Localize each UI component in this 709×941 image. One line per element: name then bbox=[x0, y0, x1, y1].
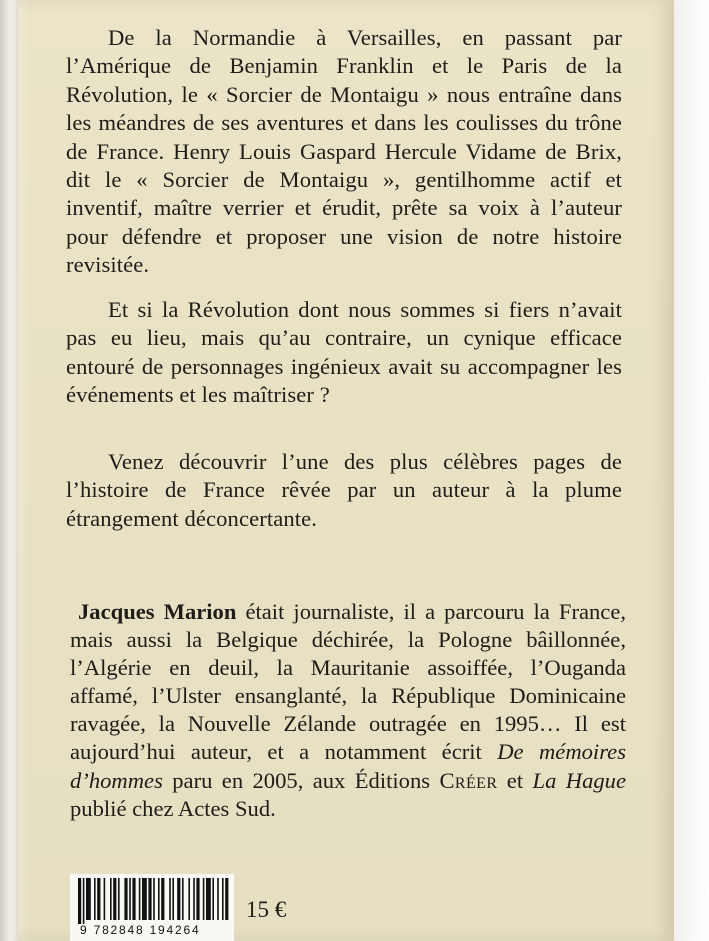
book-title: De mémoires d’hommes bbox=[70, 739, 626, 793]
barcode-number: 9 782848 194264 bbox=[80, 923, 201, 937]
barcode-bar bbox=[177, 878, 180, 920]
barcode-bar bbox=[196, 878, 199, 920]
barcode-bar bbox=[129, 878, 131, 920]
blurb-paragraph-3: Venez découvrir l’une des plus célèbres pages de l’histoire de France rêvée par un auteur à la plume étrangement déconcertante. bbox=[66, 449, 622, 531]
barcode-bar bbox=[217, 878, 219, 920]
barcode-bar bbox=[139, 878, 141, 920]
barcode-bar bbox=[94, 878, 96, 920]
barcode-bar bbox=[172, 878, 174, 920]
bio-text: publié chez Actes Sud. bbox=[70, 795, 276, 821]
barcode-bar bbox=[225, 878, 228, 920]
barcode-bar bbox=[212, 878, 214, 920]
author-bio bbox=[70, 598, 626, 823]
barcode-bar bbox=[97, 878, 100, 920]
barcode-bar bbox=[206, 878, 211, 920]
blurb-paragraph-1: De la Normandie à Versailles, en passant par l’Amérique de Benjamin Franklin et le Paris de la Révolution, le « Sorcier de Montaigu » nous entraîne dans les méandres de ses aventures et dans les coulisses du trône de France. Henry Louis Gaspard Hercule Vidame de Brix, dit le « Sorcier de Montaigu », gentilhomme actif et inventif, maître verrier et érudit, prête sa voix à l’auteur pour défendre et proposer une vision de notre histoire revisitée. bbox=[66, 25, 622, 278]
barcode-bar bbox=[86, 878, 91, 920]
barcode-bar bbox=[153, 878, 155, 920]
barcode-bars bbox=[70, 874, 234, 924]
barcode-bar bbox=[222, 878, 224, 920]
barcode-bar bbox=[118, 878, 120, 920]
book-title: La Hague bbox=[532, 767, 627, 793]
barcode-bar bbox=[182, 878, 184, 920]
barcode-bar bbox=[78, 878, 81, 924]
barcode-bar bbox=[132, 878, 135, 920]
blurb-paragraph-2: Et si la Révolution dont nous sommes si fiers n’avait pas eu lieu, mais qu’au contraire, un cynique efficace entouré de personnages ingénieux avait su accompagner les événements et les maîtriser ? bbox=[66, 297, 622, 408]
isbn-barcode bbox=[70, 874, 234, 941]
barcode-bar bbox=[158, 878, 160, 920]
barcode-bar bbox=[104, 878, 106, 920]
barcode-bar bbox=[188, 878, 190, 920]
barcode-bar bbox=[169, 878, 171, 920]
barcode-bar bbox=[124, 878, 127, 920]
book-back-cover bbox=[18, 0, 674, 941]
barcode-bar bbox=[203, 878, 205, 920]
barcode-bar bbox=[161, 878, 164, 920]
bio-text: et bbox=[497, 767, 533, 793]
price-label: 15 € bbox=[246, 897, 287, 922]
bio-text: paru en 2005, aux Éditions bbox=[162, 767, 440, 793]
barcode-bar bbox=[113, 878, 116, 920]
barcode-bar bbox=[110, 878, 112, 920]
author-name: Jacques Marion bbox=[78, 599, 237, 624]
barcode-bar bbox=[83, 878, 85, 924]
barcode-bar bbox=[193, 878, 195, 920]
publisher-name: Créer bbox=[439, 767, 498, 793]
barcode-bar bbox=[142, 878, 147, 920]
barcode-bar bbox=[148, 878, 151, 920]
bio-text: était journaliste, il a parcouru la France, mais aussi la Belgique déchirée, la Pologne bâillonnée, l’Algérie en deuil, la Mauritanie assoiffée, l’Ouganda affamé, l’Ulster ensanglanté, la République Dominicaine ravagée, la Nouvelle Zélande outragée en 1995… Il est aujourd’hui auteur, et a notamment écrit bbox=[70, 599, 626, 765]
